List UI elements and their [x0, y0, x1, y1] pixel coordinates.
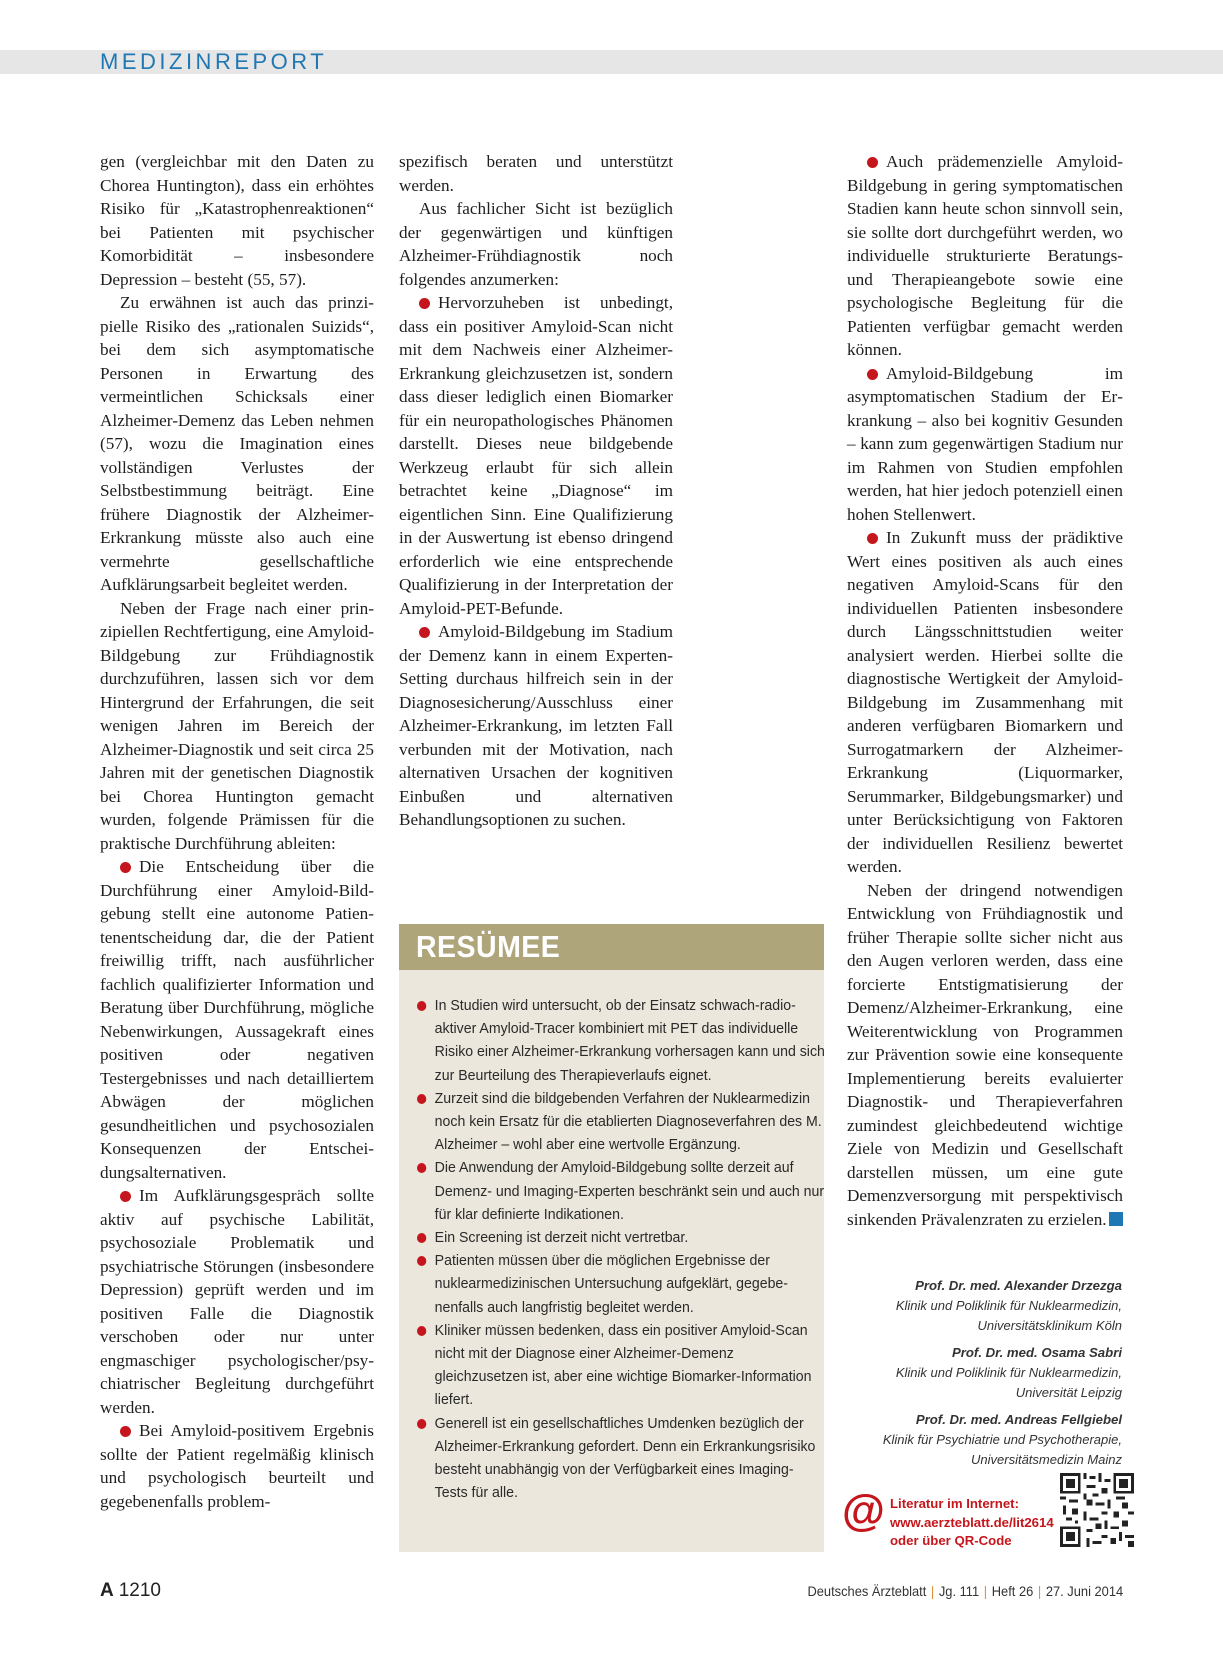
author-block: [860, 1343, 1122, 1403]
author-affiliation: Universitätsmedizin Mainz: [971, 1452, 1122, 1467]
page-number: A 1210: [100, 1580, 162, 1601]
author-affiliation: Universitätsklinikum Köln: [977, 1318, 1122, 1333]
resumee-item: Patienten müssen über die möglichen Ergebnisse der nuklearmedizinischen Untersuchung aufgeklärt, gegebenenfalls auch langfristig begleitet werden.: [417, 1249, 825, 1319]
resumee-item: Kliniker müssen bedenken, dass ein positiver Amyloid-Scan nicht mit der Diagnose einer Alzheimer-Demenz gleichzusetzen ist, aber eine wichtige Biomarker-Information liefert.: [417, 1319, 825, 1412]
journal-date: 27. Juni 2014: [1045, 1583, 1123, 1599]
column-3: [847, 150, 1123, 1231]
bullet-dot-icon: [419, 298, 430, 309]
resumee-item: Generell ist ein gesellschaftliches Umdenken bezüglich der Alzheimer-Erkrankung gefordert. Denn ein Erkrankungsrisiko besteht unabhängig von der Verfügbarkeit eines Imaging-Tests für alle.: [417, 1412, 825, 1505]
author-affiliation: Klinik und Poliklinik für Nuklearmedizin,: [895, 1365, 1122, 1380]
bullet-dot-icon: [417, 1256, 426, 1266]
column-1: [100, 150, 374, 1513]
bullet-dot-icon: [867, 369, 878, 380]
resumee-list: [417, 994, 825, 1504]
bullet-dot-icon: [417, 1233, 426, 1243]
paragraph: Neben der Frage nach einer prinzipiellen Rechtfertigung, eine Amyloid-Bildgebung zur Frühdiagnostik durchzuführen, lassen sich vor dem Hintergrund der Erfahrungen, die seit wenigen Jahren im Bereich der Alzheimer-Diagnostik und seit circa 25 Jahren mit der genetischen Diagnostik bei Chorea Huntington gemacht wurden, folgende Prämissen für die praktische Durchführung ableiten:: [100, 598, 374, 853]
section-label: MEDIZINREPORT: [100, 49, 328, 74]
bullet-dot-icon: [417, 1094, 426, 1104]
journal-footer: [807, 1583, 1123, 1599]
author-affiliation: Klinik und Poliklinik für Nuklearmedizin,: [895, 1298, 1122, 1313]
paragraph: gen (vergleichbar mit den Daten zu Chorea Huntington), dass ein erhöhtes Risiko für „Katastrophenreaktionen“ bei Patienten mit psychischer Komorbidität – insbesondere Depression – besteht (55, 57).: [100, 152, 374, 289]
paragraph: Zu erwähnen ist auch das prinzipielle Risiko des „rationalen Suizids“, bei dem sich asymptomatische Personen in Erwartung des vermeintlichen Schicksals einer Alzheimer-Demenz das Leben nehmen (57), wozu die Imagination eines vollständigen Verlustes der Selbstbestimmung beiträgt. Eine frühere Diagnostik der Alzheimer-Erkrankung müsste also auch eine vermehrte gesellschaftliche Aufklärungsarbeit begleitet werden.: [100, 293, 374, 594]
journal-name: Deutsches Ärzteblatt: [807, 1583, 927, 1599]
bullet-paragraph: [847, 362, 1123, 527]
bullet-text: Die Entscheidung über die Durchführung einer Amyloid-Bildgebung stellt eine autonome Patientenentscheidung dar, die der Patient freiwillig trifft, nach ausführlicher fachlich qualifizierter Information und Beratung über Durchführung, mögliche Nebenwirkungen, Aussagekraft eines positiven oder negativen Testergebnisses und nach detailliertem Abwägen der möglichen gesundheitlichen und psychosozialen Konsequenzen der Entscheidungsalternativen.: [100, 857, 374, 1182]
literatur-link[interactable]: www.aerzteblatt.de/lit2614: [890, 1514, 1054, 1530]
footer-separator: |: [930, 1583, 935, 1599]
author-block: [860, 1410, 1122, 1470]
footer-separator: |: [983, 1583, 987, 1599]
resumee-item: Die Anwendung der Amyloid-Bildgebung sollte derzeit auf Demenz- und Imaging-Experten beschränkt sein und auch nur für klar definierte Indikationen.: [417, 1156, 825, 1226]
author-name: Prof. Dr. med. Andreas Fellgiebel: [915, 1412, 1122, 1427]
literatur-note: Literatur im Internet: www.aerzteblatt.de/lit2614 oder über QR-Code: [890, 1495, 1070, 1551]
paragraph: Aus fachlicher Sicht ist bezüglich der gegenwärtigen und künftigen Alzheimer-Frühdiagnostik noch folgendes anzumerken:: [399, 199, 673, 289]
author-affiliation: Universität Leipzig: [1015, 1385, 1122, 1400]
author-name: Prof. Dr. med. Alexander Drzezga: [915, 1278, 1122, 1293]
column-2: [399, 150, 673, 832]
journal-volume: Jg. 111: [938, 1583, 980, 1599]
at-sign-icon: @: [842, 1486, 885, 1535]
bullet-dot-icon: [120, 1426, 131, 1437]
author-affiliation: Klinik für Psychiatrie und Psychotherapie,: [882, 1432, 1122, 1447]
resumee-header: [399, 924, 824, 970]
qr-code-icon[interactable]: [1060, 1473, 1134, 1547]
bullet-dot-icon: [417, 1326, 426, 1336]
bullet-dot-icon: [417, 1419, 426, 1429]
bullet-paragraph: [100, 1184, 374, 1419]
bullet-paragraph: [847, 526, 1123, 879]
bullet-text: Auch prädemenzielle Amyloid-Bildgebung in gering symptomatischen Stadien kann heute schon sinnvoll sein, sie sollte dort durchgeführt werden, wo individuelle strukturierte Beratungs- und Therapieangebote sowie eine psychologische Begleitung für die Patienten verfügbar gemacht werden können.: [847, 152, 1123, 359]
resumee-title: RESÜMEE: [416, 929, 561, 964]
bullet-text: Im Aufklärungsgespräch sollte aktiv auf psychische Labilität, psychosoziale Problematik und psychiatrische Störungen (insbesondere Depression) geprüft werden und im positiven Falle die Diagnostik verschoben oder nur unter engmaschiger psychologischer/psychiatrischer Begleitung durchgeführt werden.: [100, 1186, 374, 1417]
author-block: [860, 1276, 1122, 1336]
bullet-text: In Zukunft muss der prädiktive Wert eines positiven als auch eines negativen Amyloid-Scans für den individuellen Patienten insbesondere durch Längsschnittstudien weiter analysiert werden. Hierbei sollte die diagnostische Wertigkeit der Amyloid-Bildgebung im Zusammenhang mit anderen verfügbaren Biomarkern und Surrogatmarkern der Alzheimer-Erkrankung (Liquormarker, Serummarker, Bildgebungsmarker) und unter Berücksichtigung von Faktoren der individuellen Resilienz bewertet werden.: [847, 528, 1123, 876]
footer-separator: |: [1037, 1583, 1042, 1599]
bullet-text: Bei Amyloid-positivem Ergebnis sollte der Patient regelmäßig klinisch und psychologisch beurteilt und gegebenenfalls problem-: [100, 1421, 374, 1511]
paragraph: Neben der dringend notwendigen Entwicklung von Frühdiagnostik und früher Therapie sollte sicher nicht aus den Augen verloren werden, dass eine forcierte Entstigmatisierung der Demenz/Alzheimer-Erkrankung, eine Weiterentwicklung von Programmen zur Prävention sowie eine konsequente Implementierung bereits evaluierter Diagnostik- und Therapieverfahren zumindest gleichbedeutend wichtige Ziele von Medizin und Gesellschaft darstellen müssen, um eine gute Demenzversorgung mit perspektivisch sinkenden Prävalenzraten zu erzielen.: [847, 880, 1123, 1229]
author-list: [860, 1276, 1122, 1477]
resumee-box: [399, 924, 824, 1552]
bullet-dot-icon: [120, 1191, 131, 1202]
bullet-text: Amyloid-Bildgebung im Stadium der Demenz kann in einem Experten-Setting durchaus hilfreich sein in der Diagnosesicherung/Ausschluss einer Alzheimer-Erkrankung, im letzten Fall verbunden mit der Motivation, nach alternativen Ursachen der kognitiven Einbußen und alternativen Behandlungsoptionen zu suchen.: [399, 622, 673, 829]
bullet-dot-icon: [867, 157, 878, 168]
bullet-dot-icon: [417, 1163, 426, 1173]
journal-issue: Heft 26: [991, 1583, 1034, 1599]
bullet-paragraph: [847, 150, 1123, 362]
resumee-item: Zurzeit sind die bildgebenden Verfahren der Nuklearmedizin noch kein Ersatz für die etablierten Diagnoseverfahren des M. Alzheimer – wohl aber eine wertvolle Ergänzung.: [417, 1087, 825, 1157]
resumee-item: In Studien wird untersucht, ob der Einsatz schwach-radioaktiver Amyloid-Tracer kombiniert mit PET das individuelle Risiko einer Alzheimer-Erkrankung vorhersagen kann und sich zur Beurteilung des Therapieverlaufs eignet.: [417, 994, 825, 1087]
bullet-dot-icon: [867, 533, 878, 544]
bullet-text: Hervorzuheben ist unbedingt, dass ein positiver Amyloid-Scan nicht mit dem Nachweis einer Alzheimer-Erkrankung gleichzusetzen ist, sondern dass dieser lediglich einen Biomarker für ein neuropathologisches Phänomen darstellt. Dieses neue bildgebende Werkzeug erlaubt für sich allein betrachtet keine „Diagnose“ im eigentlichen Sinn. Eine Qualifizierung in der Auswertung ist ebenso dringend erforderlich wie eine entsprechende Qualifizierung in der Interpretation der Amyloid-PET-Befunde.: [399, 293, 673, 618]
resumee-item: Ein Screening ist derzeit nicht vertretbar.: [417, 1226, 825, 1249]
bullet-dot-icon: [417, 1001, 426, 1011]
end-of-article-icon: [1109, 1212, 1123, 1226]
bullet-paragraph: [399, 620, 673, 832]
bullet-paragraph: [100, 855, 374, 1184]
bullet-paragraph: [399, 291, 673, 620]
author-name: Prof. Dr. med. Osama Sabri: [951, 1345, 1122, 1360]
bullet-text: Amyloid-Bildgebung im asymptomatischen Stadium der Erkrankung – also bei kognitiv Gesunden – kann zum gegenwärtigen Stadium nur im Rahmen von Studien empfohlen werden, hat hier jedoch potenziell einen hohen Stellenwert.: [847, 363, 1123, 524]
bullet-dot-icon: [120, 862, 131, 873]
bullet-dot-icon: [419, 627, 430, 638]
bullet-paragraph: [100, 1419, 374, 1513]
paragraph: spezifisch beraten und unterstützt werden.: [399, 152, 673, 195]
